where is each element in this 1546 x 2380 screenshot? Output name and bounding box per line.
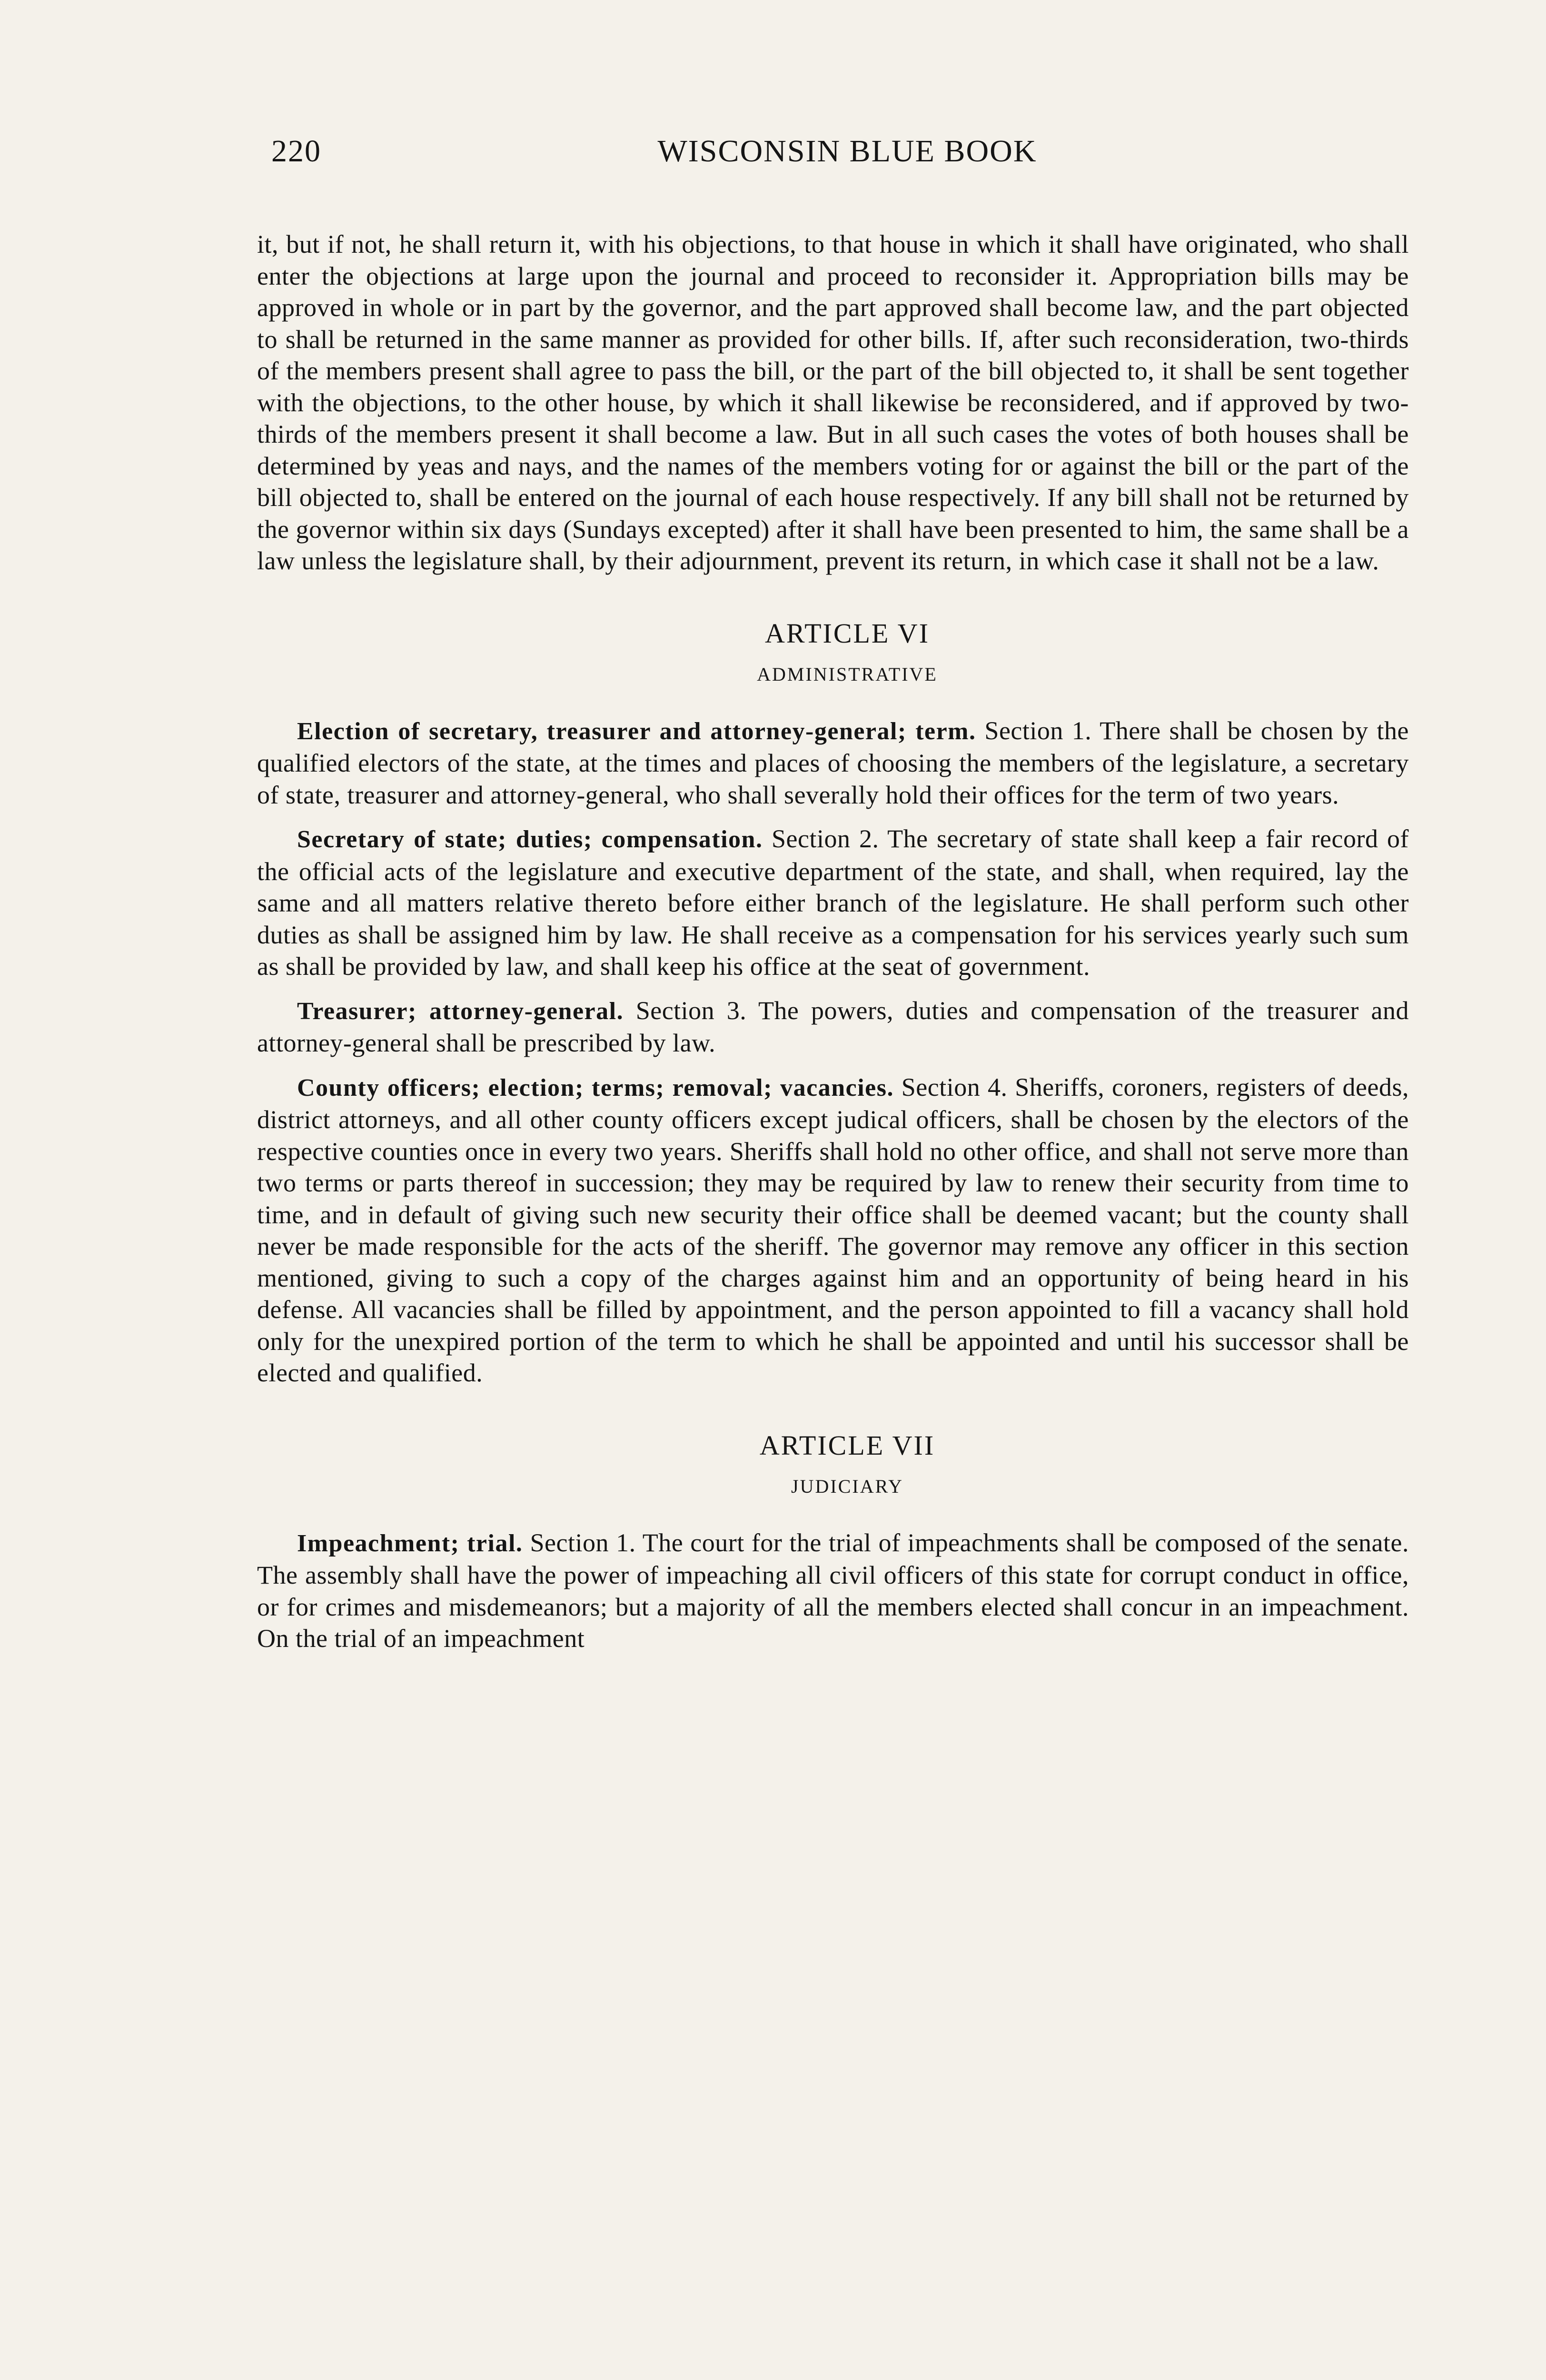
section-paragraph — [257, 715, 1409, 811]
article-subheading: ADMINISTRATIVE — [757, 663, 938, 685]
section-paragraph — [257, 995, 1409, 1059]
body-text — [257, 228, 1409, 1667]
section-title: County officers; election; terms; removal; vacancies. — [297, 1074, 894, 1101]
section-paragraph — [257, 1071, 1409, 1389]
section-paragraph — [257, 823, 1409, 982]
section-text: Section 4. Sheriffs, coroners, registers of deeds, district attorneys, and all other county officers except judical officers, shall be chosen by the electors of the respective counties once in every two years. Sheriffs shall hold no other office, and shall not serve more than two terms or parts thereof in succession; they may be required by law to renew their security from time to time, and in default of giving such new security their office shall be deemed vacant; but the county shall never be made responsible for the acts of the sheriff. The governor may remove any officer in this section mentioned, giving to such a copy of the charges against him and an opportunity of being heard in his defense. All vacancies shall be filled by appointment, and the person appointed to fill a vacancy shall hold only for the unexpired portion of the term to which he shall be appointed and until his successor shall be elected and qualified. — [257, 1072, 1409, 1387]
article-subheading: JUDICIARY — [791, 1475, 903, 1497]
section-text: Section 3. The powers, duties and compensation of the treasurer and attorney-general shall be prescribed by law. — [257, 996, 1409, 1057]
section-text: Section 1. The court for the trial of impeachments shall be composed of the senate. The assembly shall have the power of impeaching all civil officers of this state for corrupt conduct in office, or for crimes and misdemeanors; but a majority of all the members elected shall concur in an impeachment. On the trial of an impeachment — [257, 1528, 1409, 1653]
article-vii — [257, 1429, 1409, 1655]
article-heading: ARTICLE VI — [764, 617, 930, 649]
continued-paragraph: it, but if not, he shall return it, with his objections, to that house in which it shall have originated, who shall enter the objections at large upon the journal and proceed to reconsider it. Appropriation bills may be approved in whole or in part by the governor, and the part approved shall become law, and the part objected to shall be returned in the same manner as provided for other bills. If, after such reconsideration, two-thirds of the members present shall agree to pass the bill, or the part of the bill objected to, it shall be sent together with the objections, to the other house, by which it shall likewise be reconsidered, and if approved by two-thirds of the members present it shall become a law. But in all such cases the votes of both houses shall be determined by yeas and nays, and the names of the members voting for or against the bill or the part of the bill objected to, shall be entered on the journal of each house respectively. If any bill shall not be returned by the governor within six days (Sundays excepted) after it shall have been presented to him, the same shall be a law unless the legislature shall, by their adjournment, prevent its return, in which case it shall not be a law. — [257, 230, 1409, 575]
section-text: Section 2. The secretary of state shall keep a fair record of the official acts of the legislature and executive department of the state, and shall, when required, lay the same and all matters relative thereto before either branch of the legislature. He shall perform such other duties as shall be assigned him by law. He shall receive as a compensation for his services yearly such sum as shall be provided by law, and shall keep his office at the seat of government. — [257, 824, 1409, 981]
section-title: Secretary of state; duties; compensation. — [297, 826, 763, 853]
article-heading: ARTICLE VII — [759, 1429, 935, 1461]
section-title: Election of secretary, treasurer and attorney-general; term. — [297, 717, 976, 745]
section-text: Section 1. There shall be chosen by the qualified electors of the state, at the times and places of choosing the members of the legislature, a secretary of state, treasurer and attorney-general, who shall severally hold their offices for the term of two years. — [257, 716, 1409, 809]
section-paragraph — [257, 1527, 1409, 1655]
section-title: Treasurer; attorney-general. — [297, 997, 624, 1025]
running-head — [271, 133, 1404, 176]
section-title: Impeachment; trial. — [297, 1529, 523, 1557]
book-title: WISCONSIN BLUE BOOK — [657, 134, 1037, 169]
article-vi — [257, 617, 1409, 1389]
page-number: 220 — [271, 134, 321, 169]
